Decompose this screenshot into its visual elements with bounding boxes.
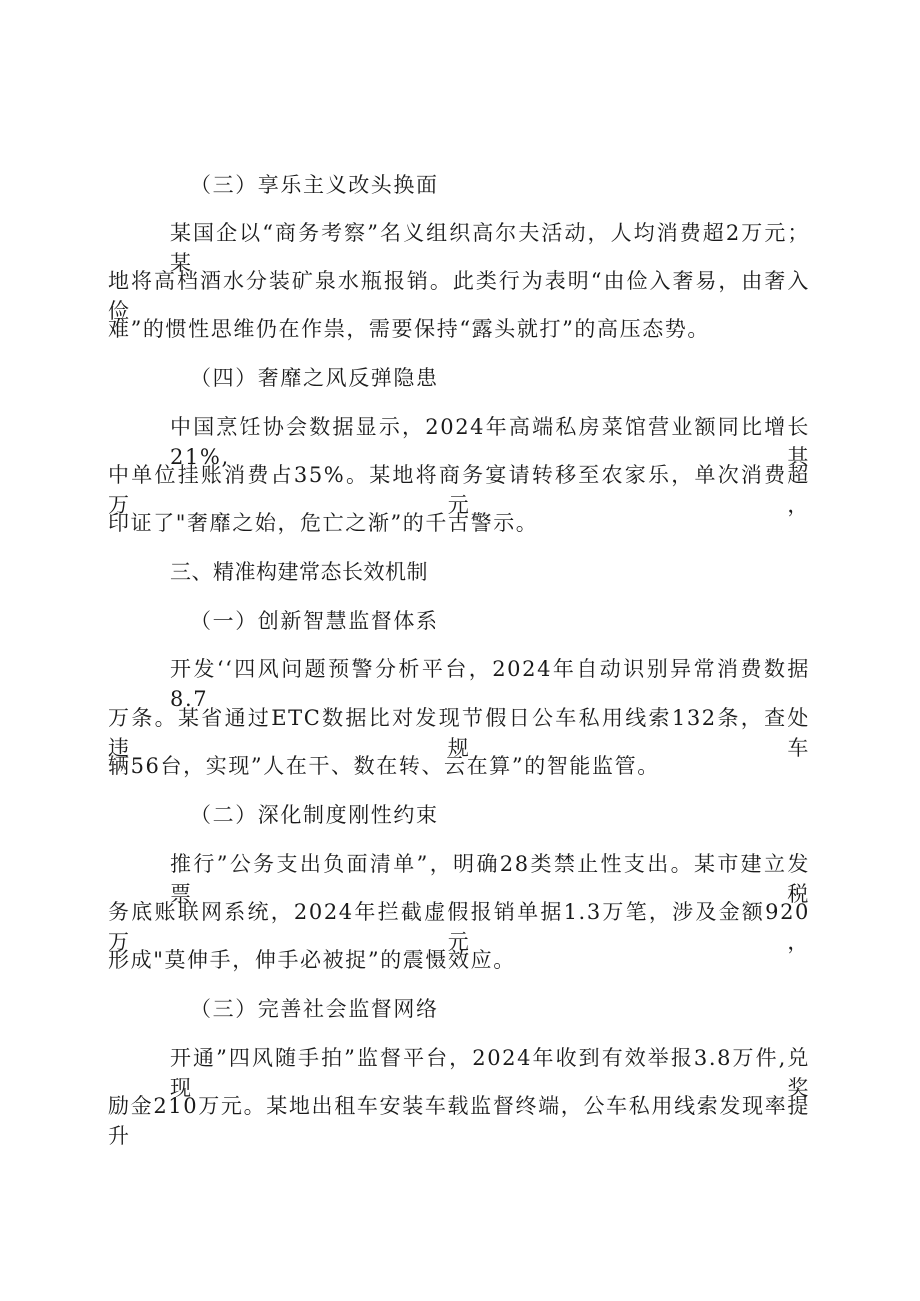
paragraph-line: 开发‘‘四风问题预警分析平台，2024年自动识别异常消费数据8.7 bbox=[170, 657, 810, 711]
section-heading-extravagance: （四）奢靡之风反弹隐患 bbox=[190, 366, 439, 390]
section-heading-hedonism: （三）享乐主义改头换面 bbox=[190, 173, 439, 197]
section-heading-social-supervision: （三）完善社会监督网络 bbox=[190, 997, 439, 1021]
paragraph-line: 某国企以“商务考察”名义组织高尔夫活动，人均消费超2万元；某 bbox=[170, 221, 810, 275]
paragraph-line: 地将高档酒水分装矿泉水瓶报销。此类行为表明“由俭入奢易，由奢入俭 bbox=[108, 269, 810, 323]
paragraph-line: 励金210万元。某地出租车安装车载监督终端，公车私用线索发现率提升 bbox=[108, 1094, 810, 1148]
paragraph-line: 万条。某省通过ETC数据比对发现节假日公车私用线索132条，查处违规车 bbox=[108, 706, 810, 760]
paragraph-line: 开通”四风随手拍”监督平台，2024年收到有效举报3.8万件,兑现奖 bbox=[170, 1046, 810, 1100]
part-heading-mechanism: 三、精准构建常态长效机制 bbox=[170, 560, 428, 584]
paragraph-line: 印证了"奢靡之始，危亡之渐”的千古警示。 bbox=[108, 511, 539, 535]
paragraph-line: 难”的惯性思维仍在作祟，需要保持“露头就打”的高压态势。 bbox=[108, 317, 711, 341]
paragraph-line: 形成"莫伸手，伸手必被捉”的震慑效应。 bbox=[108, 948, 516, 972]
paragraph-line: 辆56台，实现”人在干、数在转、云在算”的智能监管。 bbox=[108, 754, 660, 778]
section-heading-smart-supervision: （一）创新智慧监督体系 bbox=[190, 609, 439, 633]
paragraph-line: 中单位挂账消费占35%。某地将商务宴请转移至农家乐，单次消费超万元， bbox=[108, 463, 810, 517]
paragraph-line: 推行”公务支出负面清单”，明确28类禁止性支出。某市建立发票税 bbox=[170, 852, 810, 906]
paragraph-line: 务底账联网系统，2024年拦截虚假报销单据1.3万笔，涉及金额920万元， bbox=[108, 900, 810, 954]
section-heading-rigid-rules: （二）深化制度刚性约束 bbox=[190, 803, 439, 827]
paragraph-line: 中国烹饪协会数据显示，2024年高端私房菜馆营业额同比增长21%,其 bbox=[170, 415, 810, 469]
